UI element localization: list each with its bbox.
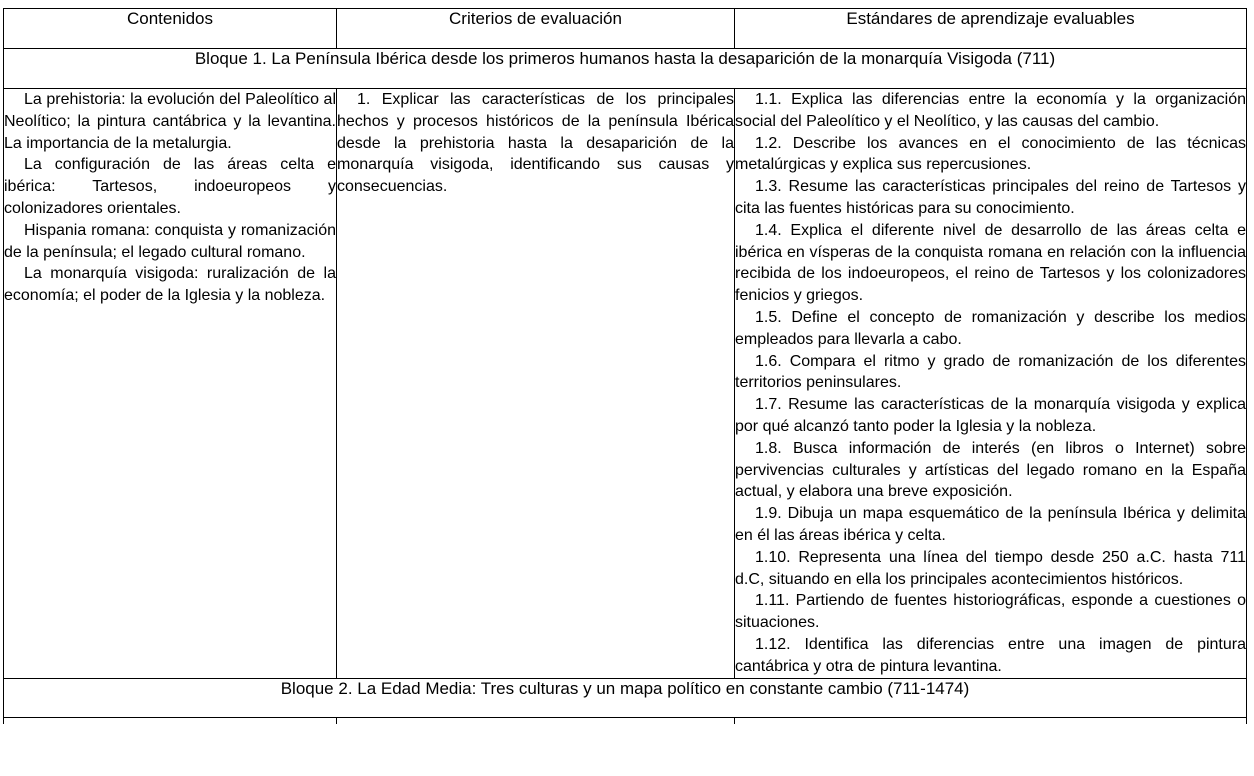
criteria-cell-partial [337, 717, 735, 724]
standard-paragraph: 1.7. Resume las características de la monarquía visigoda y explica por qué alcanzó tanto poder la Iglesia y la nobleza. [735, 396, 1246, 435]
header-estandares: Estándares de aprendizaje evaluables [735, 9, 1247, 49]
header-row [4, 9, 1247, 49]
standard-paragraph: 1.2. Describe los avances en el conocimiento de las técnicas metalúrgicas y explica sus repercusiones. [735, 134, 1246, 174]
standards-cell-partial [735, 717, 1247, 724]
content-paragraph: Hispania romana: conquista y romanización de la península; el legado cultural romano. [4, 221, 336, 261]
header-contenidos: Contenidos [4, 9, 337, 49]
standard-paragraph: 1.10. Representa una línea del tiempo desde 250 a.C. hasta 711 d.C, situando en ella los principales acontecimientos históricos. [735, 548, 1246, 588]
content-paragraph: La monarquía visigoda: ruralización de la economía; el poder de la Iglesia y la nobleza. [4, 265, 336, 305]
criterion-paragraph: 1. Explicar las características de los principales hechos y procesos históricos de la península Ibérica desde la prehistoria hasta la desaparición de la monarquía visigoda, identificando sus causas y consecuencias. [337, 91, 734, 196]
standard-paragraph: 1.11. Partiendo de fuentes historiográficas, esponde a cuestiones o situaciones. [735, 592, 1246, 632]
content-paragraph: La prehistoria: la evolución del Paleolítico al Neolítico; la pintura cantábrica y la levantina. La importancia de la metalurgia. [4, 91, 336, 152]
content-paragraph: La configuración de las áreas celta e ibérica: Tartesos, indoeuropeos y colonizadores orientales. [4, 156, 336, 217]
block1-title-row [4, 49, 1247, 89]
standards-cell [735, 89, 1247, 679]
standard-paragraph: 1.8. Busca información de interés (en libros o Internet) sobre pervivencias culturales y artísticas del legado romano en la España actual, y elabora una breve exposición. [735, 439, 1246, 501]
criteria-cell [337, 89, 735, 679]
standard-paragraph: 1.5. Define el concepto de romanización y describe los medios empleados para llevarla a cabo. [735, 308, 1246, 348]
contents-cell-partial [4, 717, 337, 724]
standard-paragraph: 1.4. Explica el diferente nivel de desarrollo de las áreas celta e ibérica en vísperas de la conquista romana en relación con la influencia recibida de los indoeuropeos, el reino de Tartesos y los colonizadores fenicios y griegos. [735, 221, 1246, 305]
contents-cell [4, 89, 337, 679]
header-criterios: Criterios de evaluación [337, 9, 735, 49]
block2-content-row-partial [4, 717, 1247, 724]
curriculum-table [3, 8, 1247, 724]
block2-title-row [4, 678, 1247, 717]
block2-title: Bloque 2. La Edad Media: Tres culturas y un mapa político en constante cambio (711-1474) [4, 678, 1247, 717]
standard-paragraph: 1.6. Compara el ritmo y grado de romanización de los diferentes territorios peninsulares. [735, 352, 1246, 392]
standard-paragraph: 1.1. Explica las diferencias entre la economía y la organización social del Paleolítico y el Neolítico, y las causas del cambio. [735, 91, 1246, 130]
standard-paragraph: 1.12. Identifica las diferencias entre una imagen de pintura cantábrica y otra de pintura levantina. [735, 635, 1246, 675]
block1-title: Bloque 1. La Península Ibérica desde los primeros humanos hasta la desaparición de la monarquía Visigoda (711) [4, 49, 1247, 89]
block1-content-row [4, 89, 1247, 679]
standard-paragraph: 1.3. Resume las características principales del reino de Tartesos y cita las fuentes históricas para su conocimiento. [735, 178, 1246, 217]
standard-paragraph: 1.9. Dibuja un mapa esquemático de la península Ibérica y delimita en él las áreas ibérica y celta. [735, 505, 1246, 544]
